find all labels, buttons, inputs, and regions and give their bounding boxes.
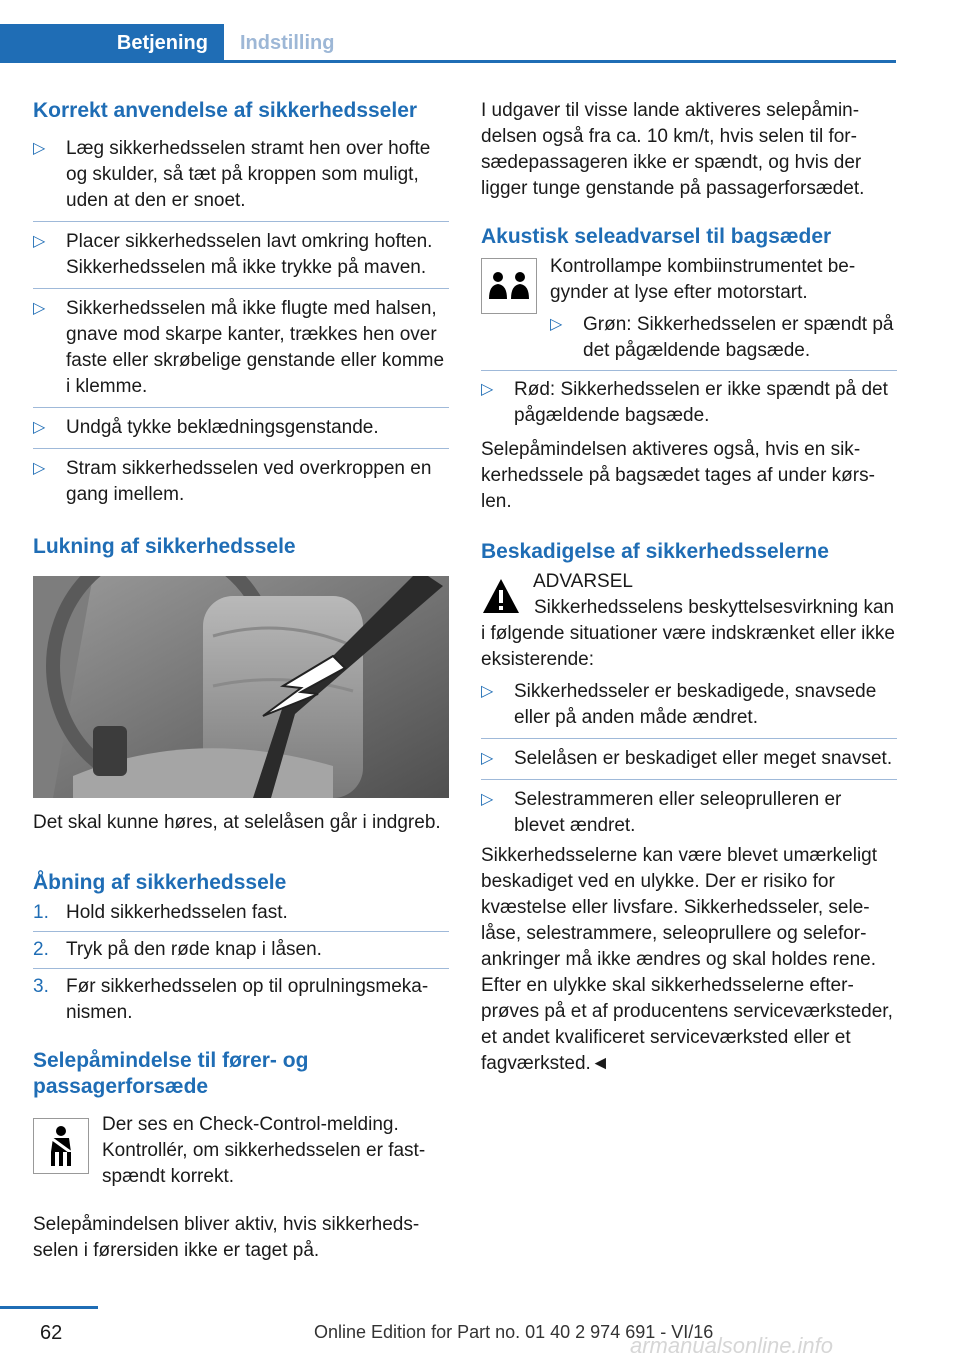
acoustic-row (481, 254, 897, 364)
list-item-text: Selelåsen er beskadiget eller meget snavset. (514, 748, 893, 769)
list-item-text: Stram sikkerhedsselen ved overkroppen en gang imellem. (66, 458, 432, 505)
list-item (33, 937, 449, 969)
damage-list (481, 679, 897, 839)
reminder-icon-text: Der ses en Check-Control-melding. Kontrollér, om sikkerhedsselen er fastspændt korrekt. (102, 1114, 426, 1187)
triangle-bullet-icon: ▷ (550, 316, 563, 333)
step-number: 3. (33, 976, 49, 997)
warning-text: Sikkerhedsselens beskyttelsesvirkning kan i følgende situationer være indskrænket eller ikke eksisterende: (481, 597, 895, 670)
step-number: 1. (33, 902, 49, 923)
step-text: Hold sikkerhedsselen fast. (66, 902, 288, 923)
tab-indstilling[interactable]: Indstilling (240, 31, 335, 54)
acoustic-icon-content (550, 254, 897, 364)
heading-opening: Åbning af sikkerhedssele (33, 871, 287, 894)
list-item (33, 456, 449, 508)
list-item-text: Sikkerhedsselen må ikke flugte med halsen, gnave mod skarpe kanter, trækkes hen over faste eller skrøbelige genstande eller komme i klemme. (66, 298, 445, 397)
right-column (481, 98, 897, 1077)
intro-text: I udgaver til visse lande aktiveres selepåmindelsen også fra ca. 10 km/t, hvis selen til forsædepassageren ikke er spændt, og hvis der ligger tunge genstande på passagerforsædet. (481, 100, 865, 199)
triangle-bullet-icon: ▷ (33, 300, 46, 317)
damage-text: Sikkerhedsselerne kan være blevet umærkeligt beskadiget ved en ulykke. Der er risiko for kvæstelse eller livsfare. Sikkerhedsseler, selelåse, selestrammere, seleoprullere og seleforankringer må ikke ændres og skal holdes rene. Efter en ulykke skal sikkerhedsselerne efterprøves på et af producentens serviceværksteder, et andet kvalificeret serviceværksted eller et fagværksted.◄ (481, 845, 893, 1074)
list-item-text: Rød: Sikkerhedsselen er ikke spændt på det pågældende bagsæde. (514, 379, 888, 426)
list-item-text: Placer sikkerhedsselen lavt omkring hoften. Sikkerhedsselen må ikke trykke på maven. (66, 231, 433, 278)
correct-use-list (33, 136, 449, 508)
list-item (33, 974, 449, 1026)
list-item (33, 229, 449, 289)
seatbelt-warning-icon (33, 1118, 89, 1174)
list-item-text: Selestrammeren eller seleoprulleren er blevet ændret. (514, 789, 842, 836)
acoustic-red-list (481, 377, 897, 429)
left-column (33, 98, 449, 1264)
step-number: 2. (33, 939, 49, 960)
triangle-bullet-icon: ▷ (33, 460, 46, 477)
closing-text: Det skal kunne høres, at selelåsen går i indgreb. (33, 812, 441, 833)
triangle-bullet-icon: ▷ (33, 233, 46, 250)
triangle-bullet-icon: ▷ (33, 140, 46, 157)
triangle-bullet-icon: ▷ (481, 750, 494, 767)
reminder-row (33, 1112, 449, 1190)
list-item-text: Sikkerhedsseler er beskadigede, snavsede eller på anden måde ændret. (514, 681, 877, 728)
triangle-bullet-icon: ▷ (481, 381, 494, 398)
seatbelt-buckle-photo (33, 576, 449, 798)
tab-betjening[interactable]: Betjening (0, 24, 224, 62)
triangle-bullet-icon: ▷ (481, 683, 494, 700)
list-item (33, 900, 449, 932)
list-item (481, 679, 897, 739)
list-item-text: Læg sikkerhedsselen stramt hen over hofte og skulder, så tæt på kroppen som muligt, uden at den er snoet. (66, 138, 431, 211)
list-item (33, 415, 449, 449)
footer-rule (0, 1306, 98, 1309)
list-item (33, 136, 449, 222)
heading-acoustic: Akustisk seleadvarsel til bagsæder (481, 225, 832, 248)
list-item (550, 312, 897, 364)
page-number: 62 (40, 1322, 63, 1344)
seat-illustration (33, 576, 449, 798)
list-item (33, 296, 449, 408)
list-item-text: Grøn: Sikkerhedsselen er spændt på det pågældende bagsæde. (583, 314, 894, 361)
acoustic-text: Selepåmindelsen aktiveres også, hvis en sikkerhedssele på bagsædet tages af under kørslen. (481, 439, 875, 512)
heading-correct-use: Korrekt anvendelse af sikkerhedsseler (33, 99, 418, 122)
list-item (481, 787, 897, 839)
header-bar (0, 0, 960, 64)
heading-reminder: Selepåmindelse til fører- og passagerforsæde (33, 1049, 309, 1098)
rear-seatbelt-icon (481, 258, 537, 314)
triangle-bullet-icon: ▷ (481, 791, 494, 808)
heading-closing: Lukning af sikkerhedssele (33, 535, 296, 558)
list-item (481, 746, 897, 780)
step-text: Før sikkerhedsselen op til oprulningsmekanismen. (66, 976, 429, 1023)
edition-info: Online Edition for Part no. 01 40 2 974 691 - VI/16 (314, 1322, 714, 1342)
list-item (481, 377, 897, 429)
warning-triangle-icon (481, 577, 521, 617)
acoustic-green-list (550, 312, 897, 364)
step-text: Tryk på den røde knap i låsen. (66, 939, 322, 960)
triangle-bullet-icon: ▷ (33, 419, 46, 436)
header-rule (0, 60, 896, 63)
acoustic-icon-text: Kontrollampe kombiinstrumentet begynder at lyse efter motorstart. (550, 256, 856, 303)
warning-label: ADVARSEL (533, 571, 633, 592)
list-item-text: Undgå tykke beklædningsgenstande. (66, 417, 379, 438)
heading-damage: Beskadigelse af sikkerhedsselerne (481, 540, 829, 563)
opening-steps (33, 900, 449, 1026)
reminder-text: Selepåmindelsen bliver aktiv, hvis sikkerhedsselen i førersiden ikke er taget på. (33, 1214, 420, 1261)
watermark: armanualsonline.info (630, 1333, 834, 1358)
